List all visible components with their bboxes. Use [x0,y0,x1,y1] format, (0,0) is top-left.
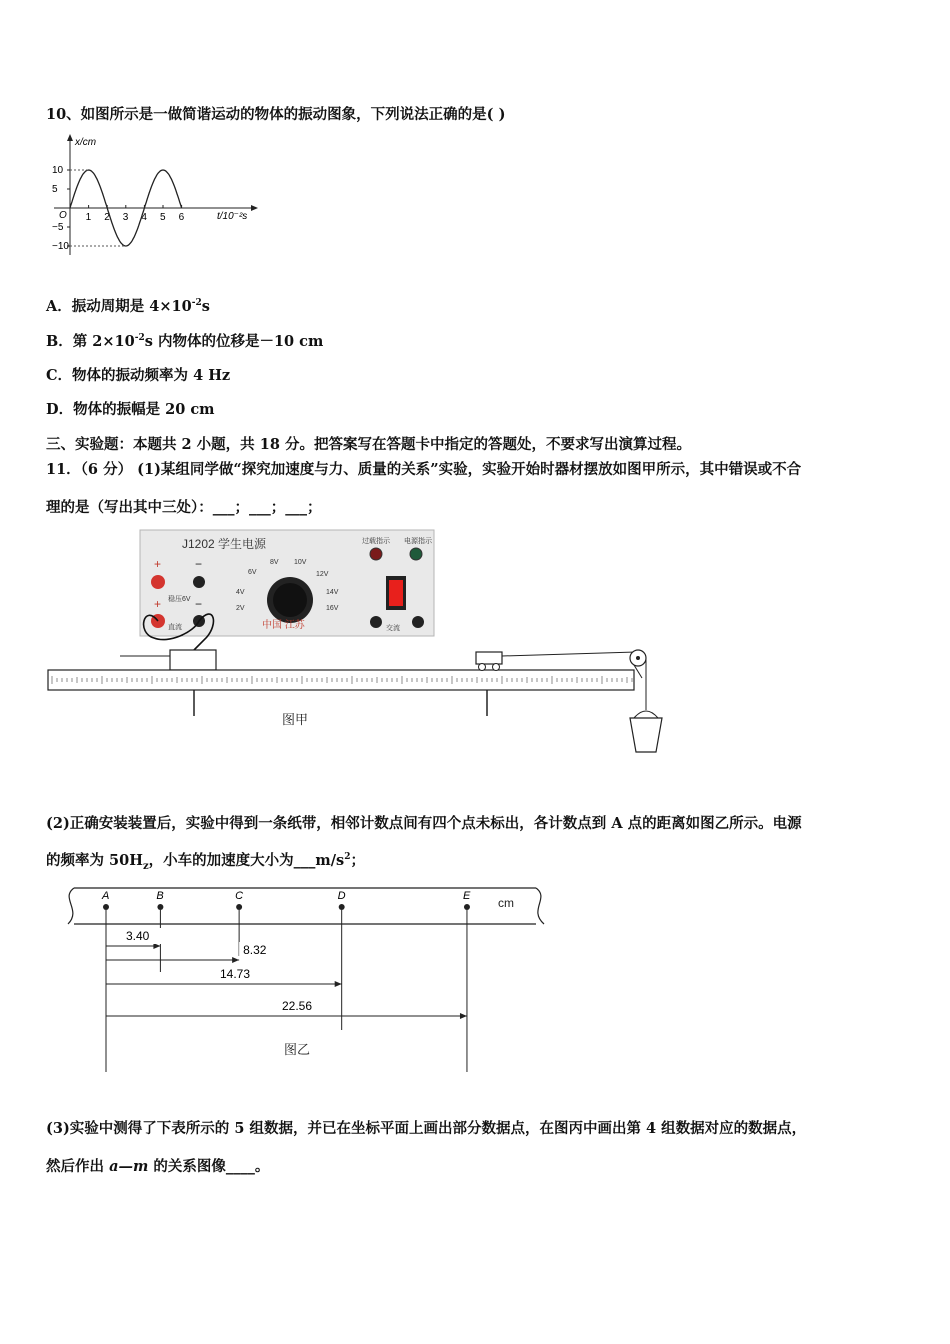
bucket-handle [634,711,658,718]
overload-lamp [370,548,382,560]
tape-point [103,904,109,910]
distance-arrow [460,1013,467,1019]
distance-label: 22.56 [282,999,313,1013]
x-tick-label: 6 [178,212,185,223]
svg-text:14V: 14V [326,589,339,596]
power-lamp-label: 电源指示 [404,538,432,545]
power-lamp [410,548,422,560]
bucket [630,718,662,752]
x-tick-label: 3 [122,212,129,223]
q11-part2-line1: (2)正确安装装置后，实验中得到一条纸带，相邻计数点间有四个点未标出，各计数点到 A 点的距离如图乙所示。电源 [46,815,802,832]
q10-stem: 10、如图所示是一做简谐运动的物体的振动图象，下列说法正确的是( ) [46,106,506,123]
x-axis-label: t/10⁻²s [217,211,248,222]
terminal-ac-2 [412,616,424,628]
y-tick-label: 5 [52,184,58,195]
svg-text:4V: 4V [236,589,245,596]
q11-line1: 11．（6 分） (1)某组同学做“探究加速度与力、质量的关系”实验，实验开始时器材摆放如图甲所示，其中错误或不合 [46,461,802,478]
q11-line2: 理的是（写出其中三处）：___；___；___； [46,499,322,516]
dc-label: 直流 [168,624,182,631]
y-axis-label: x/cm [75,137,97,148]
terminal-black-1 [193,576,205,588]
distance-label: 8.32 [243,943,267,957]
y-tick-label: −5 [52,222,64,233]
q10-option-d: D．物体的振幅是 20 cm [46,401,215,418]
svg-text:+: + [154,557,162,571]
q10-option-b: B．第 $2\times 10^{-2}s$ 内物体的位移是－10 cm [46,333,324,350]
q11-part3-line1: (3)实验中测得了下表所示的 5 组数据，并已在坐标平面上画出部分数据点，在图丙中画出第 4 组数据对应的数据点， [46,1120,807,1137]
x-tick-label: 1 [85,212,92,223]
svg-text:2V: 2V [236,605,245,612]
section-3-heading: 三、实验题：本题共 2 小题，共 18 分。把答案写在答题卡中指定的答题处，不要求写出演算过程。 [46,436,691,453]
svg-text:−: − [195,597,203,611]
ac-label: 交流 [386,625,400,632]
tape-point [464,904,470,910]
svg-text:−: − [195,557,203,571]
tape-point [236,904,242,910]
origin-label: O [59,210,67,221]
distance-label: 3.40 [126,929,150,943]
q11-part2-line2: 的频率为 $50H_z$，小车的加速度大小为$\_\_\_m/s^2$； [46,852,365,872]
svg-text:16V: 16V [326,605,339,612]
x-tick-label: 5 [160,212,166,223]
point-label: A [102,890,110,902]
x-tick-label: 2 [104,212,110,223]
point-label: E [462,890,471,902]
point-label: C [235,890,244,902]
figure-b-paper-tape [56,880,556,1080]
distance-arrow [232,957,239,963]
tape-point [339,904,345,910]
q10-vibration-graph [44,130,264,260]
cart [476,652,502,664]
x-tick-label: 4 [141,212,147,223]
distance-arrow [335,981,342,987]
svg-text:8V: 8V [270,559,279,566]
stable-6v-label: 稳压6V [168,596,191,603]
q10-option-a: A．振动周期是 $4\times 10^{-2}s$ [46,298,210,315]
y-tick-label: 10 [52,165,64,176]
maker-label: 中国 江苏 [262,620,305,631]
point-label: B [156,890,164,902]
distance-label: 14.73 [220,967,251,981]
q10-option-c: C．物体的振动频率为 4 Hz [46,367,231,384]
figure-a-caption: 图甲 [282,712,309,727]
terminal-ac-1 [370,616,382,628]
svg-text:12V: 12V [316,571,329,578]
track [48,670,634,690]
overload-lamp-label: 过载指示 [362,538,390,545]
unit-label: cm [498,896,514,910]
svg-text:+: + [154,597,162,611]
terminal-red-1 [151,575,165,589]
point-label: D [337,890,346,902]
tape-point [157,904,163,910]
string [502,652,638,656]
figure-a-apparatus [44,528,674,758]
panel-title: J1202 学生电源 [182,537,267,551]
y-tick-label: −10 [52,241,69,252]
figure-b-caption: 图乙 [284,1042,311,1057]
svg-text:10V: 10V [294,559,307,566]
q11-part3-line2: 然后作出 a—m 的关系图像____。 [46,1158,270,1175]
svg-text:6V: 6V [248,569,257,576]
timer [170,650,216,670]
